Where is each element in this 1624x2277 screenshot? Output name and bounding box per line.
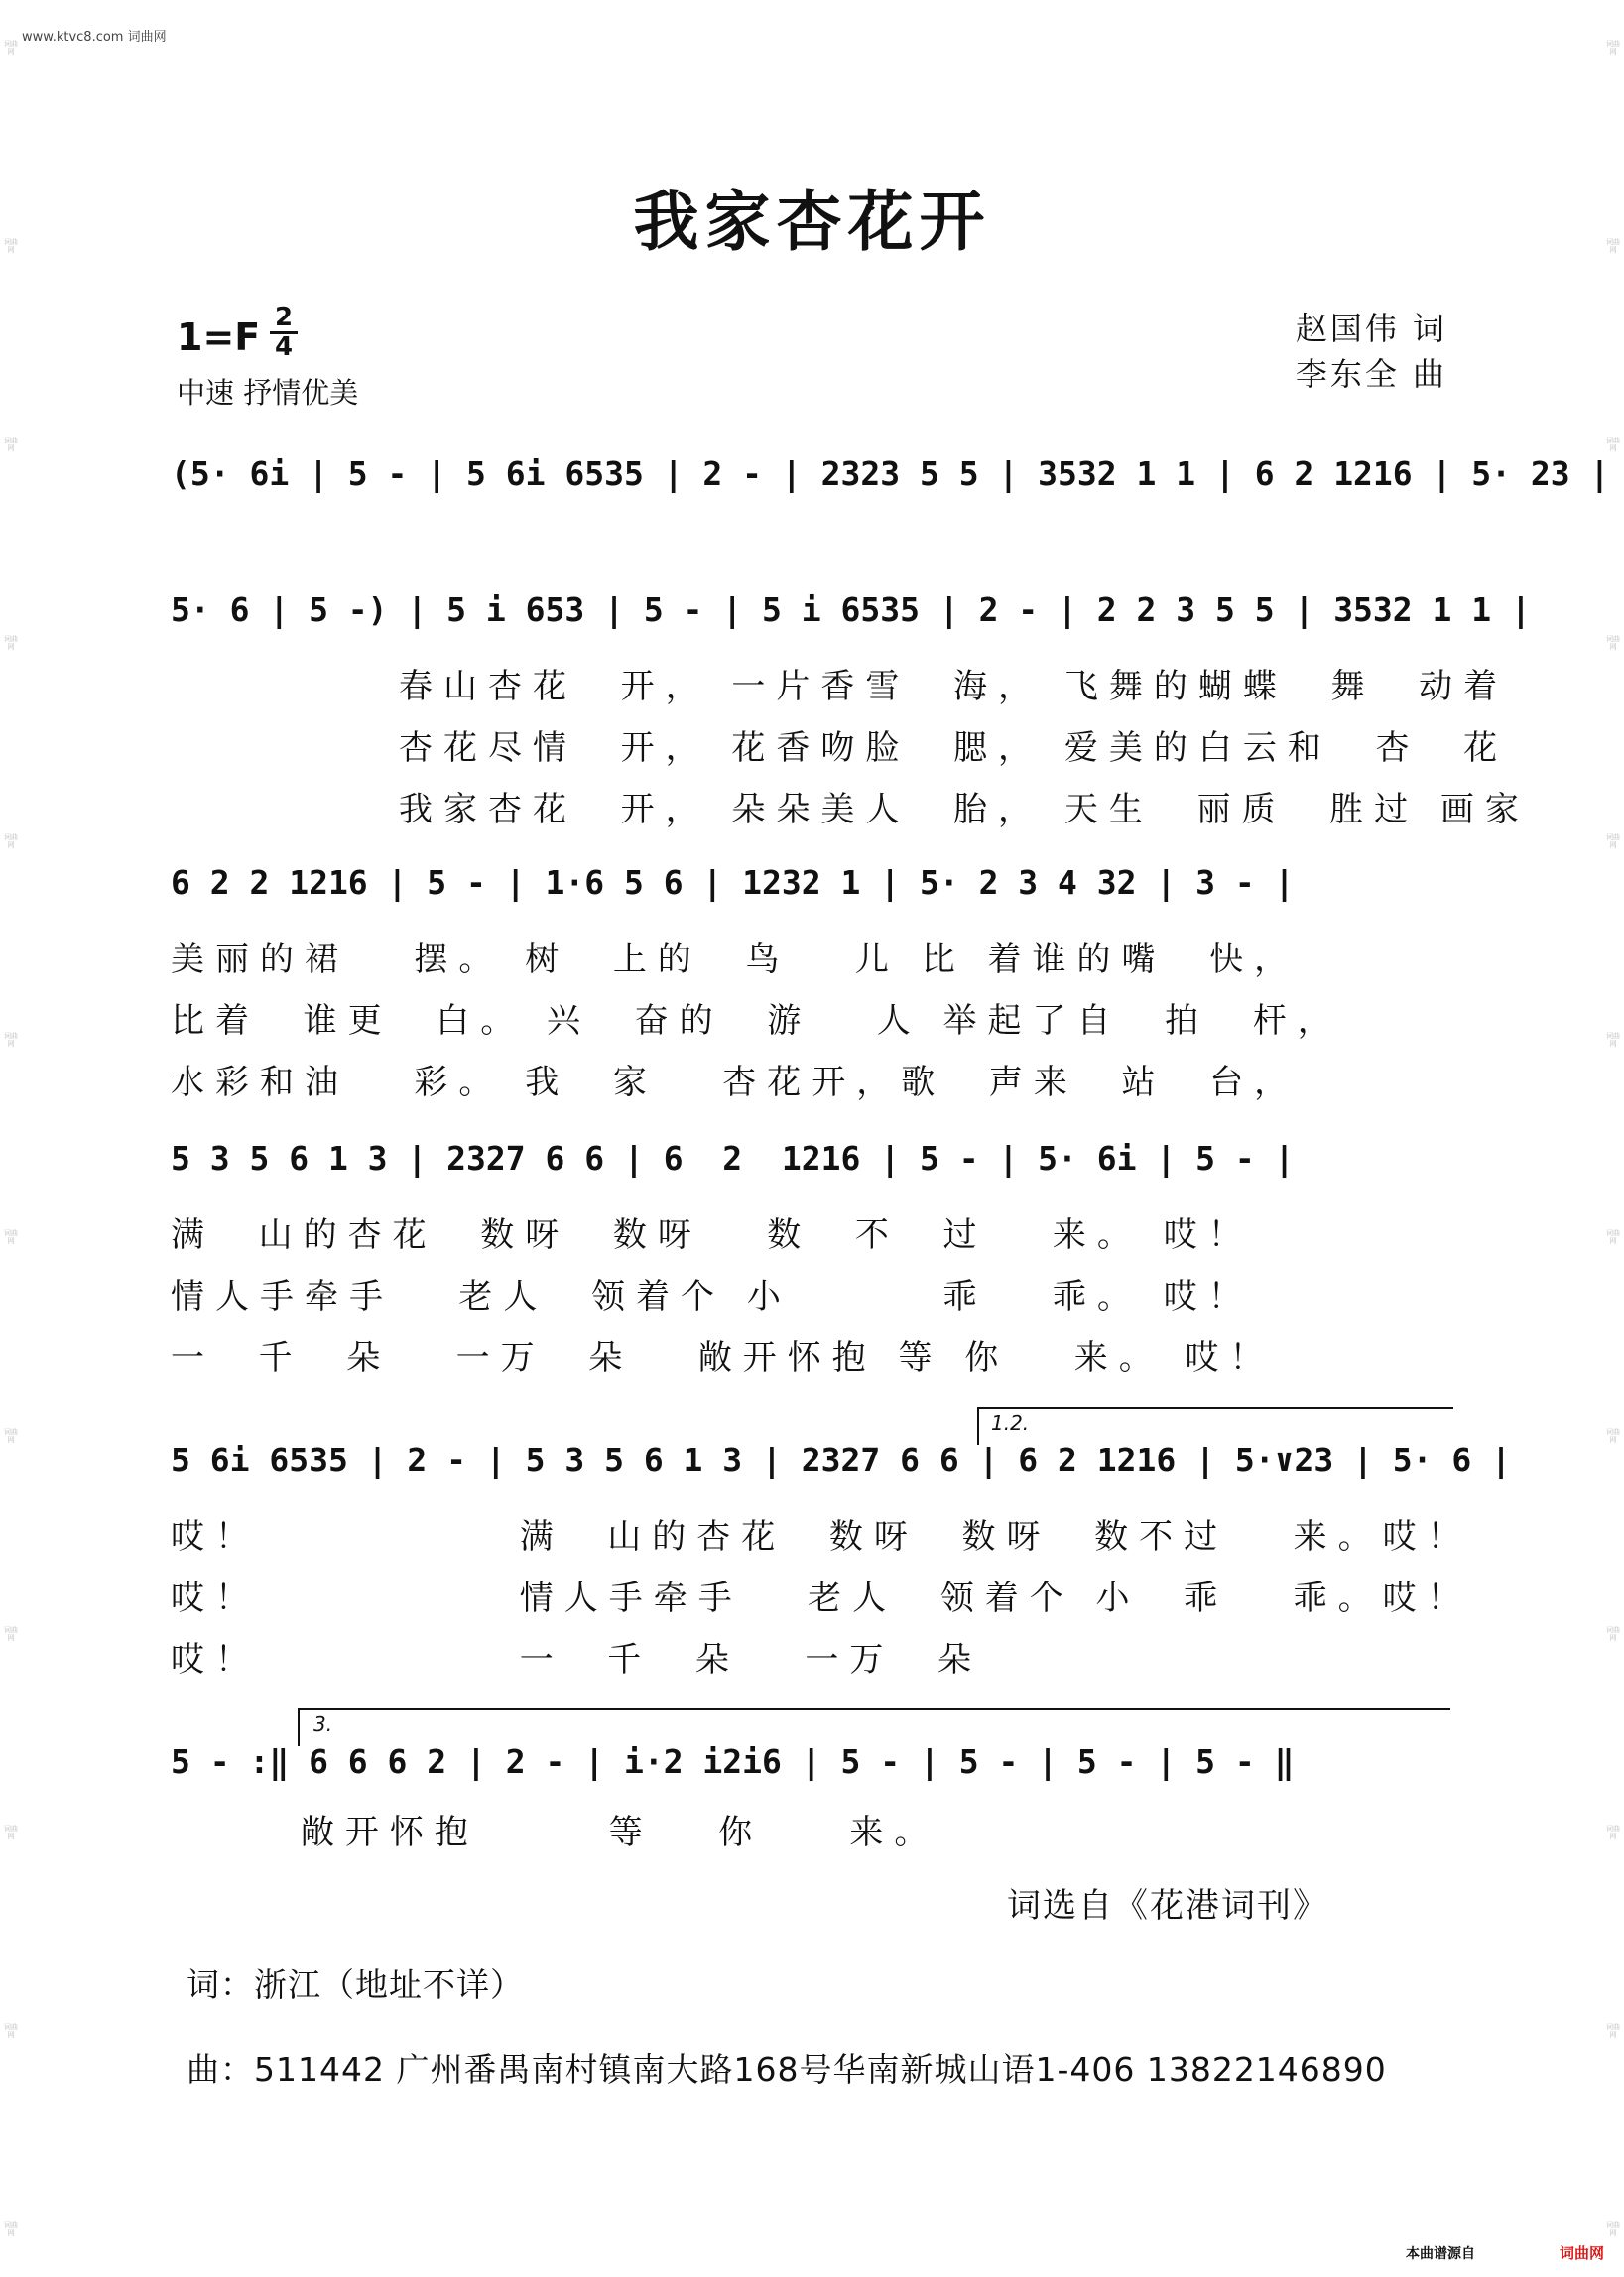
notation-line: 5· 6 | 5 -) | 5 i 653 | 5 - | 5 i 6535 | 2 - | 2 2 3 5 5 | 3532 1 1 | [171, 590, 1531, 629]
lyric-verse-1: 春山杏花 开， 一片香雪 海， 飞舞的蝴蝶 舞 动着 [399, 667, 1509, 706]
volta-label-1-2: 1.2. [991, 1411, 1030, 1435]
volta-bracket-1-2 [977, 1407, 1453, 1445]
footer-brand-link[interactable]: 词曲网 [1559, 2244, 1604, 2262]
volta-bracket-3 [298, 1708, 1450, 1746]
lyric-verse-2: 情人手牵手 老人 领着个 小 乖 乖。 哎！ [171, 1277, 1253, 1317]
lyricist-address: 词：浙江（地址不详） [187, 1965, 524, 2004]
score-system-1 [171, 454, 1610, 493]
lyric-verse-3: 哎！ 一 千 朵 一万 朵 [171, 1640, 982, 1680]
score-system-3 [171, 863, 1450, 1103]
notation-line: 6 2 2 1216 | 5 - | 1·6 5 6 | 1232 1 | 5· 2 3 4 32 | 3 - | [171, 863, 1295, 902]
lyric-verse-3: 我家杏花 开， 朵朵美人 胎， 天生 丽质 胜过 画家 [399, 790, 1530, 829]
time-signature [266, 303, 302, 362]
composer-credit: 李东全 曲 [1295, 355, 1447, 393]
score-system-6 [171, 1742, 1450, 1853]
notation-line: 5 6i 6535 | 2 - | 5 3 5 6 1 3 | 2327 6 6 | 6 2 1216 | 5·∨23 | 5· 6 | [171, 1441, 1512, 1479]
notation-line: (5· 6i | 5 - | 5 6i 6535 | 2 - | 2323 5 5 | 3532 1 1 | 6 2 1216 | 5· 23 | [171, 454, 1610, 493]
volta-label-3: 3. [313, 1712, 333, 1736]
tempo-marking: 中速 抒情优美 [177, 376, 359, 410]
time-sig-top: 2 [274, 303, 294, 332]
song-title: 我家杏花开 [633, 183, 991, 260]
lyric-verse-2: 哎！ 情人手牵手 老人 领着个 小 乖 乖。哎！ [171, 1579, 1472, 1618]
notation-line: 5 - :‖ 6 6 6 2 | 2 - | i·2 i2i6 | 5 - | 5 - | 5 - | 5 - ‖ [171, 1742, 1295, 1781]
lyric-verse-3: 一 千 朵 一万 朵 敞开怀抱 等 你 来。 哎！ [171, 1338, 1275, 1378]
score-system-4 [171, 1139, 1450, 1379]
side-watermark-left: 词曲网 词曲网 词曲网 词曲网 词曲网 词曲网 词曲网 词曲网 词曲网 词曲网 词曲网 词曲网 [4, 40, 18, 2237]
key-signature: 1=F [177, 316, 261, 359]
score-system-5 [171, 1441, 1512, 1681]
lyric-verse-2: 杏花尽情 开， 花香吻脸 腮， 爱美的白云和 杏 花 [399, 728, 1509, 768]
lyricist-credit: 赵国伟 词 [1295, 310, 1447, 347]
composer-address: 曲：511442 广州番禺南村镇南大路168号华南新城山语1-406 13822146890 [187, 2050, 1387, 2088]
header-url[interactable]: www.ktvc8.com 词曲网 [22, 30, 167, 45]
side-watermark-right: 词曲网 词曲网 词曲网 词曲网 词曲网 词曲网 词曲网 词曲网 词曲网 词曲网 词曲网 词曲网 [1606, 40, 1620, 2237]
lyric-verse-1: 满 山的杏花 数呀 数呀 数 不 过 来。 哎！ [171, 1215, 1253, 1255]
lyric-verse-1: 美丽的裙 摆。 树 上的 鸟 儿 比 着谁的嘴 快， [171, 940, 1300, 979]
score-system-2 [171, 590, 1531, 830]
lyrics-source-note: 词选自《花港词刊》 [1007, 1886, 1328, 1926]
lyric-verse-1: 敞开怀抱 等 你 来。 [171, 1813, 939, 1852]
notation-line: 5 3 5 6 1 3 | 2327 6 6 | 6 2 1216 | 5 - | 5· 6i | 5 - | [171, 1139, 1295, 1178]
lyric-verse-3: 水彩和油 彩。 我 家 杏花开，歌 声来 站 台， [171, 1063, 1300, 1102]
time-sig-bottom: 4 [274, 332, 294, 362]
lyric-verse-2: 比着 谁更 白。 兴 奋的 游 人 举起了自 拍 杆， [171, 1001, 1342, 1041]
lyric-verse-1: 哎！ 满 山的杏花 数呀 数呀 数不过 来。哎！ [171, 1517, 1472, 1557]
footer-source-text: 本曲谱源自 [1406, 2246, 1475, 2262]
